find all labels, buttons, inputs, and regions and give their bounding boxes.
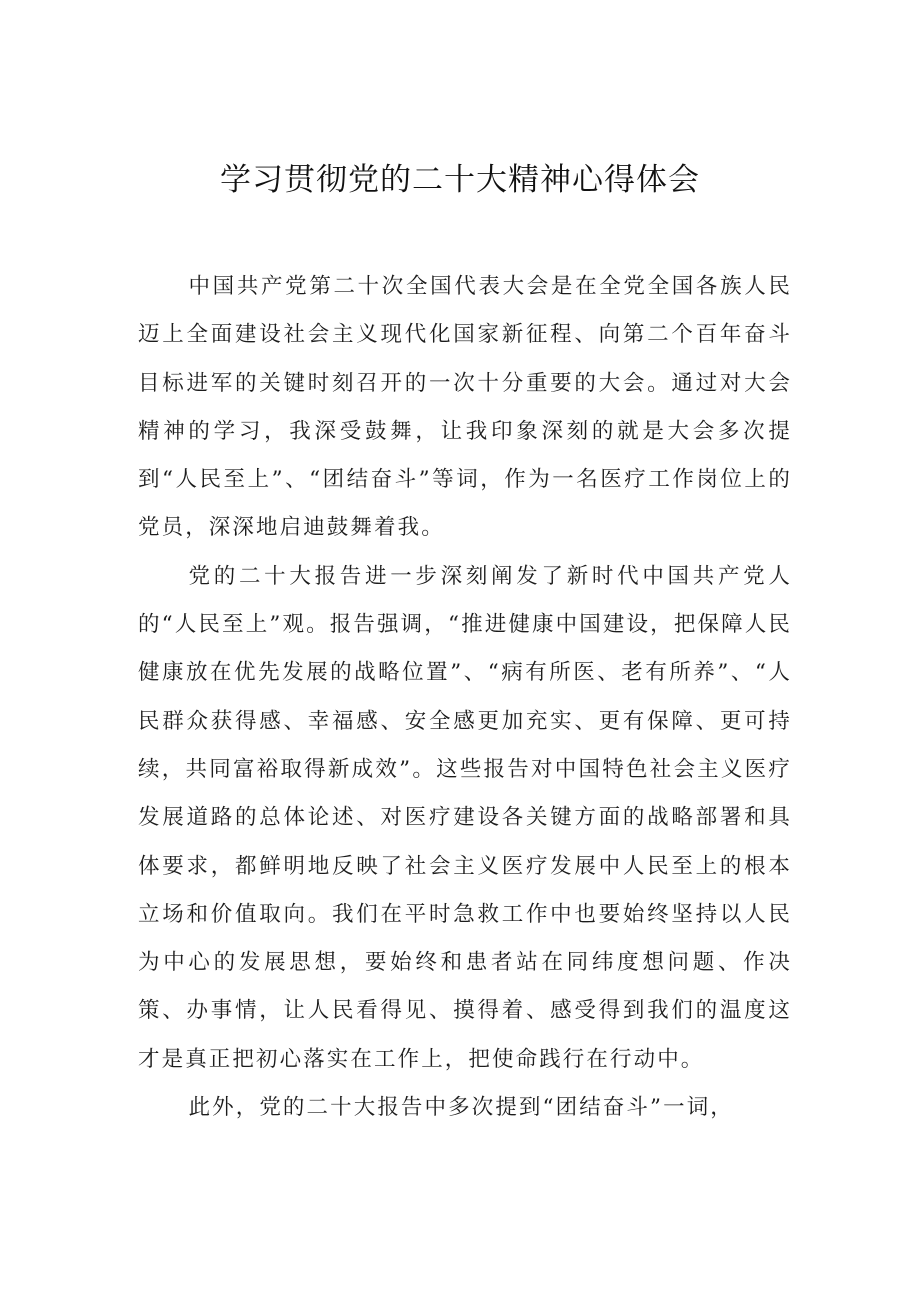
paragraph-1: 中国共产党第二十次全国代表大会是在全党全国各族人民迈上全面建设社会主义现代化国家新征程、向第二个百年奋斗目标进军的关键时刻召开的一次十分重要的大会。通过对大会精神的学习，我深受鼓舞，让我印象深刻的就是大会多次提到“人民至上”、“团结奋斗”等词，作为一名医疗工作岗位上的党员，深深地启迪鼓舞着我。 xyxy=(138,274,792,541)
paragraph-2: 党的二十大报告进一步深刻阐发了新时代中国共产党人的“人民至上”观。报告强调，“推进健康中国建设，把保障人民健康放在优先发展的战略位置”、“病有所医、老有所养”、“人民群众获得感、幸福感、安全感更加充实、更有保障、更可持续，共同富裕取得新成效”。这些报告对中国特色社会主义医疗发展道路的总体论述、对医疗建设各关键方面的战略部署和具体要求，都鲜明地反映了社会主义医疗发展中人民至上的根本立场和价值取向。我们在平时急救工作中也要始终坚持以人民为中心的发展思想，要始终和患者站在同纬度想问题、作决策、办事情，让人民看得见、摸得着、感受得到我们的温度这才是真正把初心落实在工作上，把使命践行在行动中。 xyxy=(138,563,792,1072)
document-title: 学习贯彻党的二十大精神心得体会 xyxy=(220,162,700,198)
document-body xyxy=(138,263,792,1132)
paragraph-3: 此外，党的二十大报告中多次提到“团结奋斗”一词， xyxy=(188,1095,734,1121)
